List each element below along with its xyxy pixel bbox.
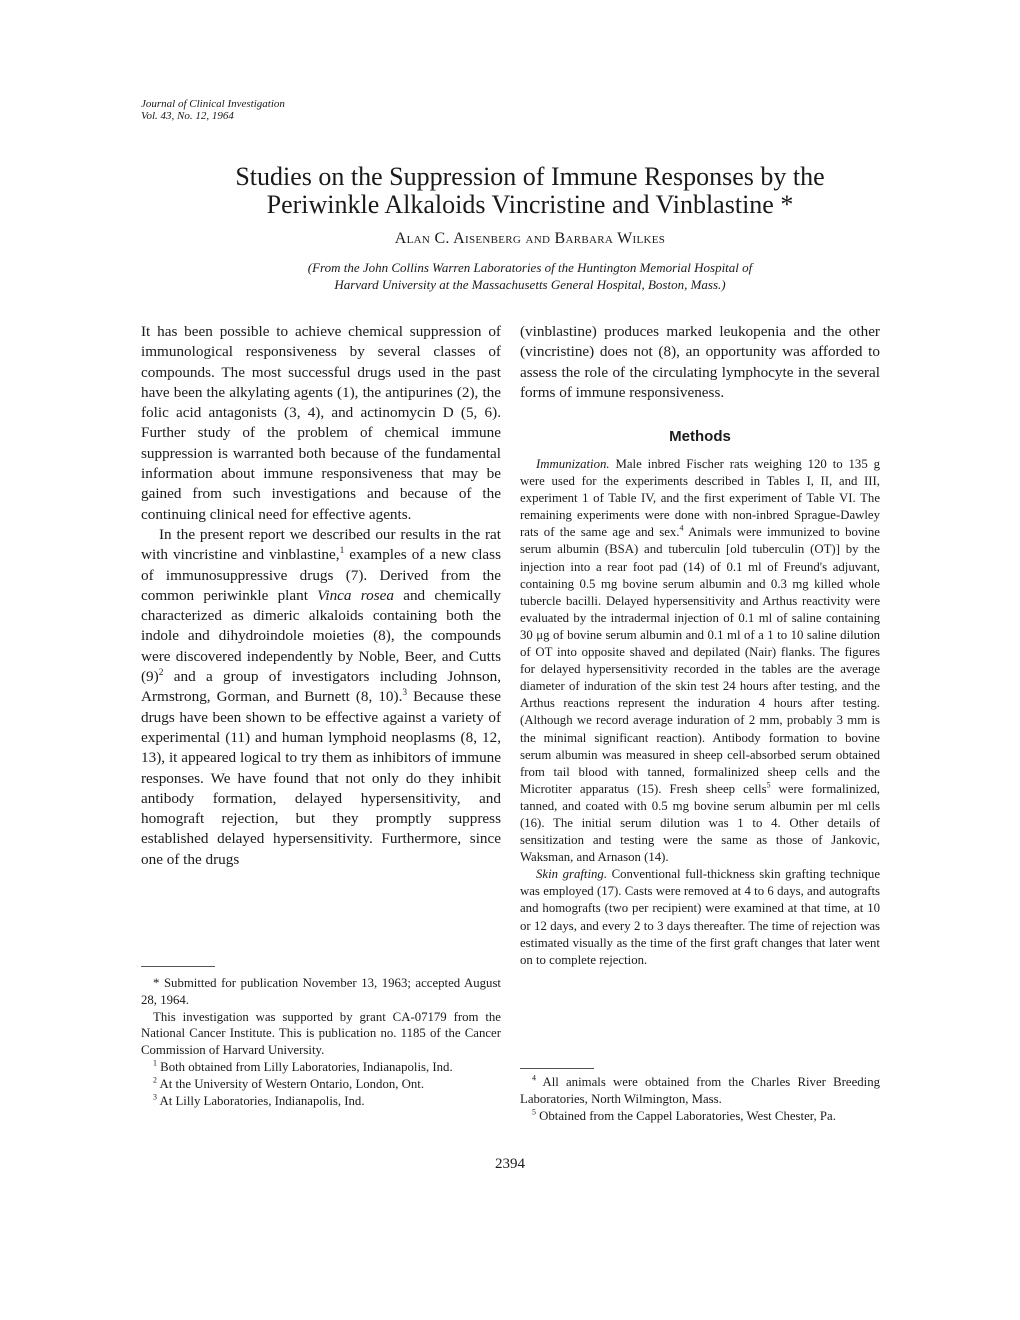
footnote-mark-5: 5 xyxy=(532,1107,536,1117)
intro-column-left xyxy=(141,322,501,870)
intro-paragraph-2 xyxy=(141,525,501,870)
intro-p2-part-c: and chemically characterized as dimeric alkaloids containing both the indole and dihydroindole moieties (8), the compounds were discovered independently by Noble, Beer, and Cutts (9) xyxy=(141,586,501,686)
immunization-text-b: Animals were immunized to bovine serum albumin (BSA) and tuberculin [old tuberculin (OT)] by the injection into a rear foot pad (14) of 0.1 ml of Freund's adjuvant, containing 0.5 mg bovine serum albumin and 0.3 mg killed whole tubercle bacilli. Delayed hypersensitivity and Arthus reactivity were evaluated by the intradermal injection of 0.1 ml of saline containing 30 μg of bovine serum albumin and 0.1 ml of a 1 to 10 saline dilution of OT into opposite shaved and depilated (Nair) flanks. The figures for delayed hypersensitivity recorded in the tables are the average diameter of induration of the skin test 24 hours after testing, and the Arthus reactions represent the induration 4 hours after testing. (Although we record average induration of 2 mm, probably 3 mm is the minimal significant reaction). Antibody formation to bovine serum albumin was measured in sheep cell-absorbed serum obtained from tail blood with tanned, formalinized sheep cells and the Microtiter apparatus (15). Fresh sheep cells xyxy=(520,525,880,796)
footnote-3: $^3$ At Lilly Laboratories, Indianapolis, Ind. xyxy=(153,1092,365,1108)
immunization-text-c: were formalinized, tanned, and coated with 0.5 mg bovine serum albumin per ml cells (16). The initial serum dilution was 1 to 4. Other details of sensitization and testing were the same as those of Jankovic, Waksman, and Arnason (14). xyxy=(520,781,881,865)
footnote-1: $^1$ Both obtained from Lilly Laboratories, Indianapolis, Ind. xyxy=(153,1058,453,1074)
affiliation xyxy=(150,259,910,293)
footnote-ref-3: 3 xyxy=(402,688,408,699)
intro-p2-part-e: Because these drugs have been shown to be effective against a variety of experimental (11) and human lymphoid neoplasms (8, 12, 13), it appeared logical to try them as inhibitors of immune responses. We have found that not only do they inhibit antibody formation, delayed hypersensitivity, and homograft rejection, but they promptly suppress established delayed hypersensitivity. Furthermore, since one of the drugs xyxy=(141,688,501,868)
footnotes-left xyxy=(141,975,501,1109)
author-list: Alan C. Aisenberg and Barbara Wilkes xyxy=(394,230,666,247)
immunization-text-a: Male inbred Fischer rats weighing 120 to 135 g were used for the experiments described in Tables I, II, and III, experiment 1 of Table IV, and the first experiment of Table VI. The remaining experiments were done with non-inbred Sprague-Dawley rats of the same age and sex. xyxy=(520,457,880,540)
footnote-2: $^2$ At the University of Western Ontario, London, Ont. xyxy=(153,1075,425,1091)
footnote-mark-1: 1 xyxy=(153,1058,157,1068)
footnote-divider-right xyxy=(520,1068,594,1069)
methods-body xyxy=(520,456,880,969)
footnote-mark-3: 3 xyxy=(153,1092,157,1102)
footnote-5: $^5$ Obtained from the Cappel Laboratories, West Chester, Pa. xyxy=(532,1107,836,1123)
footnote-mark-star: * xyxy=(153,976,160,990)
immunization-label: Immunization. xyxy=(536,457,610,471)
species-name: Vinca rosea xyxy=(317,586,394,604)
methods-skin-grafting xyxy=(520,866,880,969)
footnotes-right xyxy=(520,1074,880,1124)
methods-heading: Methods xyxy=(669,428,731,445)
title-line-1: Studies on the Suppression of Immune Responses by the xyxy=(235,162,825,191)
footnote-ref-2: 2 xyxy=(158,667,164,678)
intro-p2-part-b: examples of a new class of immunosuppressive drugs (7). Derived from the common periwinkle plant xyxy=(141,546,501,604)
footnote-divider-left xyxy=(141,966,215,967)
journal-volume: Vol. 43, No. 12, 1964 xyxy=(141,110,234,122)
footnote-grant: This investigation was supported by grant CA-07179 from the National Cancer Institute. This is publication no. 1185 of the Cancer Commission of Harvard University. xyxy=(141,1009,501,1058)
journal-citation xyxy=(141,98,285,122)
article-title xyxy=(150,163,910,219)
footnote-mark-4: 4 xyxy=(532,1073,536,1083)
footnote-ref-1: 1 xyxy=(339,546,345,557)
footnote-ref-5: 5 xyxy=(766,780,771,790)
footnote-submitted: * Submitted for publication November 13, 1963; accepted August 28, 1964. xyxy=(141,976,501,1007)
intro-p2-part-d: and a group of investigators including Johnson, Armstrong, Gorman, and Burnett (8, 10). xyxy=(141,668,501,706)
footnote-4: $^4$ All animals were obtained from the Charles River Breeding Laboratories, North Wilmington, Mass. xyxy=(520,1073,880,1106)
skin-grafting-text: Conventional full-thickness skin grafting technique was employed (17). Casts were removed at 4 to 6 days, and autografts and homografts (two per recipient) were examined at that time, at 10 or 12 days, and every 2 to 3 days thereafter. The time of rejection was estimated visually as the time of the first graft changes that later went on to complete rejection. xyxy=(520,867,880,967)
intro-continuation: (vinblastine) produces marked leukopenia and the other (vincristine) does not (8), an opportunity was afforded to assess the role of the circulating lymphocyte in the several forms of immune responsiveness. xyxy=(520,323,880,401)
intro-paragraph-1: It has been possible to achieve chemical suppression of immunological responsiveness by several classes of compounds. The most successful drugs used in the past have been the alkylating agents (1), the antipurines (2), the folic acid antagonists (3, 4), and actinomycin D (5, 6). Further study of the problem of chemical immune suppression is warranted both because of the fundamental information about immune responsiveness that may be gained from such investigations and because of the continuing clinical need for effective agents. xyxy=(141,323,501,523)
affiliation-line-2: Harvard University at the Massachusetts General Hospital, Boston, Mass.) xyxy=(334,277,726,292)
footnote-mark-2: 2 xyxy=(153,1075,157,1085)
methods-immunization xyxy=(520,456,880,866)
intro-p2-part-a: In the present report we described our results in the rat with vincristine and vinblastine, xyxy=(141,525,501,564)
affiliation-line-1: (From the John Collins Warren Laboratories of the Huntington Memorial Hospital of xyxy=(307,260,753,275)
title-line-2: Periwinkle Alkaloids Vincristine and Vinblastine * xyxy=(266,190,794,219)
footnote-ref-4: 4 xyxy=(679,524,684,534)
page-number: 2394 xyxy=(495,1156,525,1172)
journal-name: Journal of Clinical Investigation xyxy=(141,98,285,110)
intro-column-right xyxy=(520,322,880,403)
skin-grafting-label: Skin grafting. xyxy=(536,867,608,882)
